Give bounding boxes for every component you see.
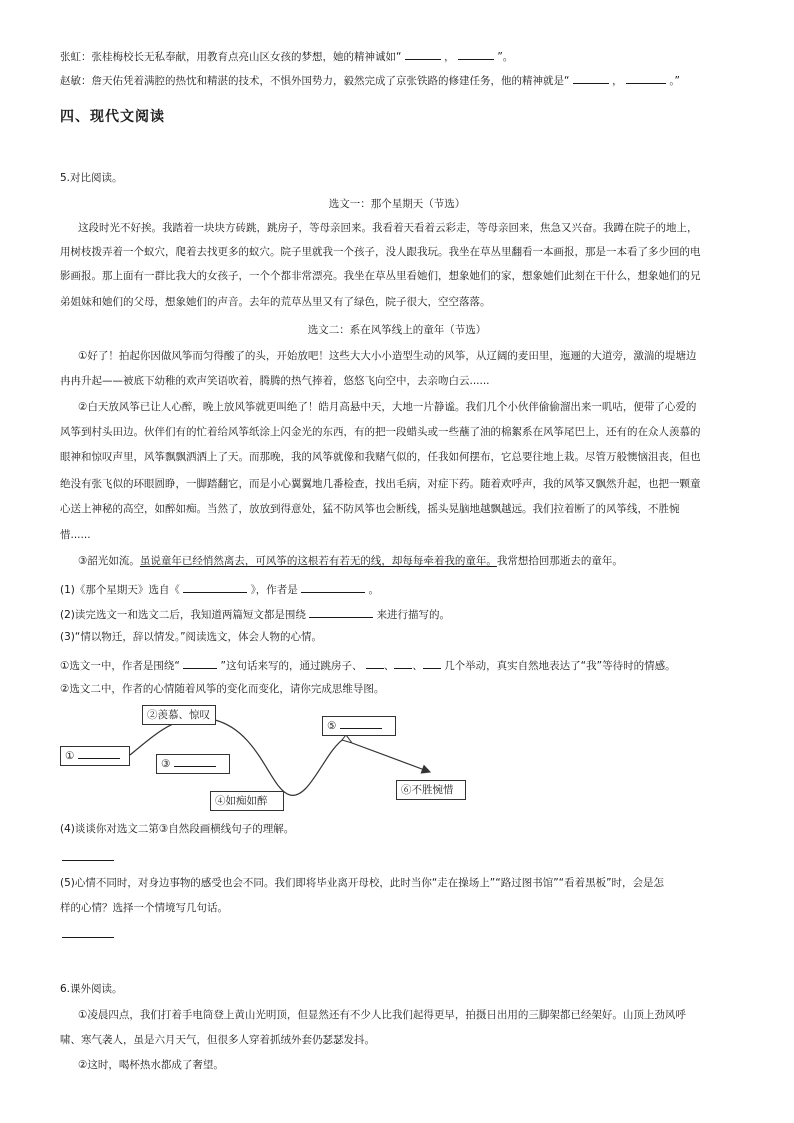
passage-title-1: 选文一：那个星期天（节选） [328, 198, 466, 210]
text: ③韶光如流。 [78, 555, 140, 567]
text: ”这句话来写的，通过跳房子、 [220, 660, 363, 672]
arrow-to-box-6 [352, 743, 430, 772]
text: 。” [669, 75, 681, 87]
passage-line: 冉冉升起——被底下幼稚的欢声笑语吹着，腾腾的热气捧着，悠悠飞向空中，去亲吻白云...... [60, 375, 490, 387]
text: 来进行描写的。 [376, 609, 451, 621]
text: 几个举动，真实自然地表达了“我”等待时的情感。 [444, 660, 676, 672]
passage-line: 啸、寒气袭人，虽是六月天气，但很多人穿着抓绒外套仍瑟瑟发抖。 [60, 1034, 375, 1046]
question-5-line: (5)心情不同时，对身边事物的感受也会不同。我们即将毕业离开母校，此时当你“走在操场上”“路过图书馆”“看着黑板”时，会是怎 [60, 877, 665, 889]
mindmap-box-6: ⑥不胜惋惜 [396, 780, 466, 800]
passage-line: ②白天放风筝已让人心醉，晚上放风筝就更叫绝了！皓月高悬中天，大地一片静谧。我们几个小伙伴偷偷溜出来一叽咕，便带了心爱的 [78, 401, 697, 413]
text: 赵敏：詹天佑凭着满腔的热忱和精湛的技术，不惧外国势力，毅然完成了京张铁路的修建任务，他的精神就是“ [60, 75, 570, 87]
passage-line: ①凌晨四点，我们打着手电筒登上黄山光明顶，但显然还有不少人比我们起得更早，拍摄日出用的三脚架都已经架好。山顶上劲风呼 [78, 1009, 686, 1021]
passage-line: 绝没有张飞似的环眼圆睁，一脚踏翻它，而是小心翼翼地几番检查，找出毛病，对症下药。随着欢呼声，我的风筝又飘然升起，也把一颗童 [60, 478, 701, 490]
text: 》，作者是 [250, 584, 298, 596]
text: ①选文一中，作者是围绕“ [60, 660, 180, 672]
text: ① [65, 750, 75, 762]
underlined-sentence: 虽说童年已经悄然离去，可风筝的这根若有若无的线，却每每牵着我的童年。 [139, 555, 497, 567]
answer-blank[interactable] [174, 756, 216, 767]
passage-line: 弟姐妹和她们的父母，想象她们的声音。去年的荒草丛里又有了绿色，院子很大，空空落落。 [60, 296, 491, 308]
passage-line: 风筝到村头田边。伙伴们有的忙着给风筝纸涂上闪金光的东西，有的把一段蜡头或一些蘸了油的棉絮系在风筝尾巴上，还有的在众人羡慕的 [60, 426, 701, 438]
text: ， [444, 51, 455, 63]
passage-line: 这段时光不好挨。我踏着一块块方砖跳，跳房子，等母亲回来。我看着天看着云彩走，等母亲回来，焦急又兴奋。我蹲在院子的地上， [78, 222, 698, 234]
mindmap-box-2: ②羡慕、惊叹 [142, 705, 216, 725]
passage-line: 眼神和惊叹声里，风筝飘飘洒洒上了天。而那晚，我的风筝就像和我赌气似的，任我如何摆布，它总要往地上栽。尽管万般懊恼沮丧，但也 [60, 451, 701, 463]
mindmap-box-1[interactable] [60, 746, 130, 766]
text: ③ [161, 758, 171, 770]
passage-line: ①好了！拍起你因做风筝而匀得酸了的头，开始放吧！这些大大小小造型生动的风筝，从辽阔的麦田里，迤逦的大道旁，激湍的堤塘边 [78, 350, 697, 362]
text: 我常想拾回那逝去的童年。 [496, 555, 623, 567]
text: 张虹：张桂梅校长无私奉献，用教育点亮山区女孩的梦想，她的精神诚如“ [60, 51, 402, 63]
passage-line: 心送上神秘的高空，如醉如痴。当然了，放放到得意处，猛不防风筝也会断线，摇头晃脑地越飘越远。我们拉着断了的风筝线，不胜惋 [60, 503, 680, 515]
question-number: 6.课外阅读。 [60, 983, 123, 995]
question-5-line: 样的心情？选择一个情境写几句话。 [60, 902, 228, 914]
passage-line: 用树枝拨弄着一个蚁穴，爬着去找更多的蚁穴。院子里就我一个孩子，没人跟我玩。我坐在草丛里翻看一本画报，那是一本看了多少回的电 [60, 246, 701, 258]
passage-title-2: 选文二：系在风筝线上的童年（节选） [307, 324, 487, 336]
answer-line[interactable] [62, 937, 114, 938]
question-4: (4)谈谈你对选文二第③自然段画横线句子的理解。 [60, 823, 295, 835]
passage-line: 影画报。那上面有一群比我大的女孩子，一个个都非常漂亮。我坐在草丛里看她们，想象她们的家，想象她们此刻在干什么，想象她们的兄 [60, 270, 701, 282]
text: 、 [383, 660, 395, 672]
answer-line[interactable] [62, 860, 114, 861]
mindmap-box-3[interactable] [156, 754, 230, 774]
section-heading: 四、现代文阅读 [60, 109, 165, 125]
mindmap-box-5[interactable] [322, 716, 396, 736]
text: ”。 [497, 51, 514, 63]
passage-line: ②这时，喝杯热水都成了奢望。 [78, 1059, 224, 1071]
text: ⑤ [327, 720, 337, 732]
arrow-tip-open [342, 735, 352, 743]
text: (1)《那个星期天》选自《 [60, 584, 180, 596]
question-3-2: ②选文二中，作者的心情随着风筝的变化而变化，请你完成思维导图。 [60, 683, 385, 695]
text: 。 [368, 584, 379, 596]
text: ， [612, 75, 623, 87]
question-number: 5.对比阅读。 [60, 172, 123, 184]
question-3: (3)“情以物迁，辞以情发。”阅读选文，体会人物的心情。 [60, 631, 323, 643]
passage-line: 惜...... [60, 529, 91, 541]
mindmap-box-4: ④如痴如醉 [210, 791, 284, 811]
text: 、 [412, 660, 423, 672]
answer-blank[interactable] [78, 748, 120, 759]
answer-blank[interactable] [340, 718, 382, 729]
text: (2)读完选文一和选文二后，我知道两篇短文都是围绕 [60, 609, 306, 621]
